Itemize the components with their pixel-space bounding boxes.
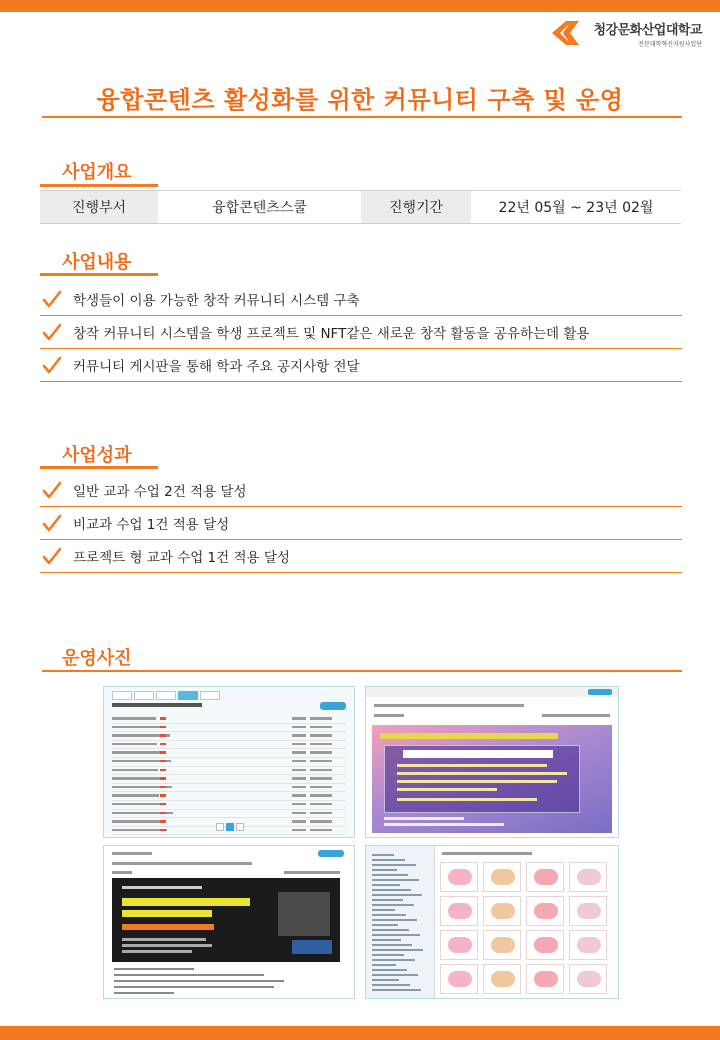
section-underline [40, 273, 158, 276]
section-heading-overview: 사업개요 [62, 162, 132, 183]
brand-name: 청강문화산업대학교 [593, 22, 702, 38]
section-heading-content: 사업내용 [62, 252, 132, 273]
title-divider [42, 116, 682, 118]
nft-thumbnail [440, 930, 478, 960]
section-underline [40, 466, 158, 469]
nft-thumbnail [526, 964, 564, 994]
nft-thumbnail [569, 896, 607, 926]
brand-sub: 전문대학혁신지원사업단 [638, 40, 702, 48]
brand-logo [549, 18, 702, 48]
nft-thumbnail [483, 964, 521, 994]
nft-thumbnail [483, 930, 521, 960]
list-item [40, 539, 682, 573]
thumbnail-row [112, 792, 346, 801]
period-label: 진행기간 [361, 191, 471, 223]
list-item [40, 282, 682, 316]
nft-thumbnail [569, 930, 607, 960]
ck-logo-icon [549, 18, 587, 48]
list-item-text: 프로젝트 형 교과 수업 1건 적용 달성 [73, 549, 290, 566]
check-icon [42, 514, 62, 532]
list-item-text: 학생들이 이용 가능한 창작 커뮤니티 시스템 구축 [73, 292, 360, 309]
thumbnail-row [112, 715, 346, 724]
photo-event-notice [365, 686, 619, 838]
list-item-text: 일반 교과 수업 2건 적용 달성 [73, 483, 247, 500]
list-item [40, 315, 682, 349]
nft-thumbnail [483, 896, 521, 926]
list-item [40, 506, 682, 540]
thumbnail-row [112, 775, 346, 784]
thumbnail-row [112, 741, 346, 750]
write-button-image [320, 702, 346, 710]
photos-divider [42, 670, 682, 672]
overview-table [40, 190, 681, 224]
thumbnail-row [112, 801, 346, 810]
page-title: 융합콘텐츠 활성화를 위한 커뮤니티 구축 및 운영 [96, 86, 624, 114]
dept-value: 융합콘텐츠스쿨 [212, 200, 307, 216]
nft-thumbnail [440, 862, 478, 892]
period-value: 22년 05월 ~ 23년 02월 [498, 200, 654, 216]
check-icon [42, 547, 62, 565]
nft-thumbnail [440, 964, 478, 994]
dept-label: 진행부서 [40, 191, 158, 223]
thumbnail-row [112, 724, 346, 733]
section-heading-results: 사업성과 [62, 445, 132, 466]
nft-thumbnail [569, 964, 607, 994]
thumbnail-row [112, 810, 346, 819]
photo-lecture-poster [103, 845, 355, 999]
thumbnail-row [112, 784, 346, 793]
nft-thumbnail [526, 862, 564, 892]
photo-board-list [103, 686, 355, 838]
list-item [40, 473, 682, 507]
nft-thumbnail [483, 862, 521, 892]
thumbnail-row [112, 758, 346, 767]
list-item-text: 창작 커뮤니티 시스템을 학생 프로젝트 및 NFT같은 새로운 창작 활동을 공유하는데 활용 [73, 325, 590, 342]
check-icon [42, 356, 62, 374]
board-tabs [112, 691, 222, 700]
check-icon [42, 323, 62, 341]
list-item-text: 비교과 수업 1건 적용 달성 [73, 516, 230, 533]
section-heading-photos: 운영사진 [62, 648, 132, 669]
thumbnail-row [112, 767, 346, 776]
bottom-accent-bar [0, 1026, 720, 1040]
nft-thumbnail [526, 896, 564, 926]
top-accent-bar [0, 0, 720, 12]
thumbnail-row [112, 749, 346, 758]
list-item-text: 커뮤니티 게시판을 통해 학과 주요 공지사항 전달 [73, 358, 360, 375]
nft-thumbnail [526, 930, 564, 960]
list-item [40, 348, 682, 382]
section-underline [40, 184, 158, 187]
check-icon [42, 481, 62, 499]
nft-thumbnail [440, 896, 478, 926]
photo-nft-gallery [365, 845, 619, 999]
thumbnail-row [112, 732, 346, 741]
check-icon [42, 290, 62, 308]
nft-thumbnail [569, 862, 607, 892]
